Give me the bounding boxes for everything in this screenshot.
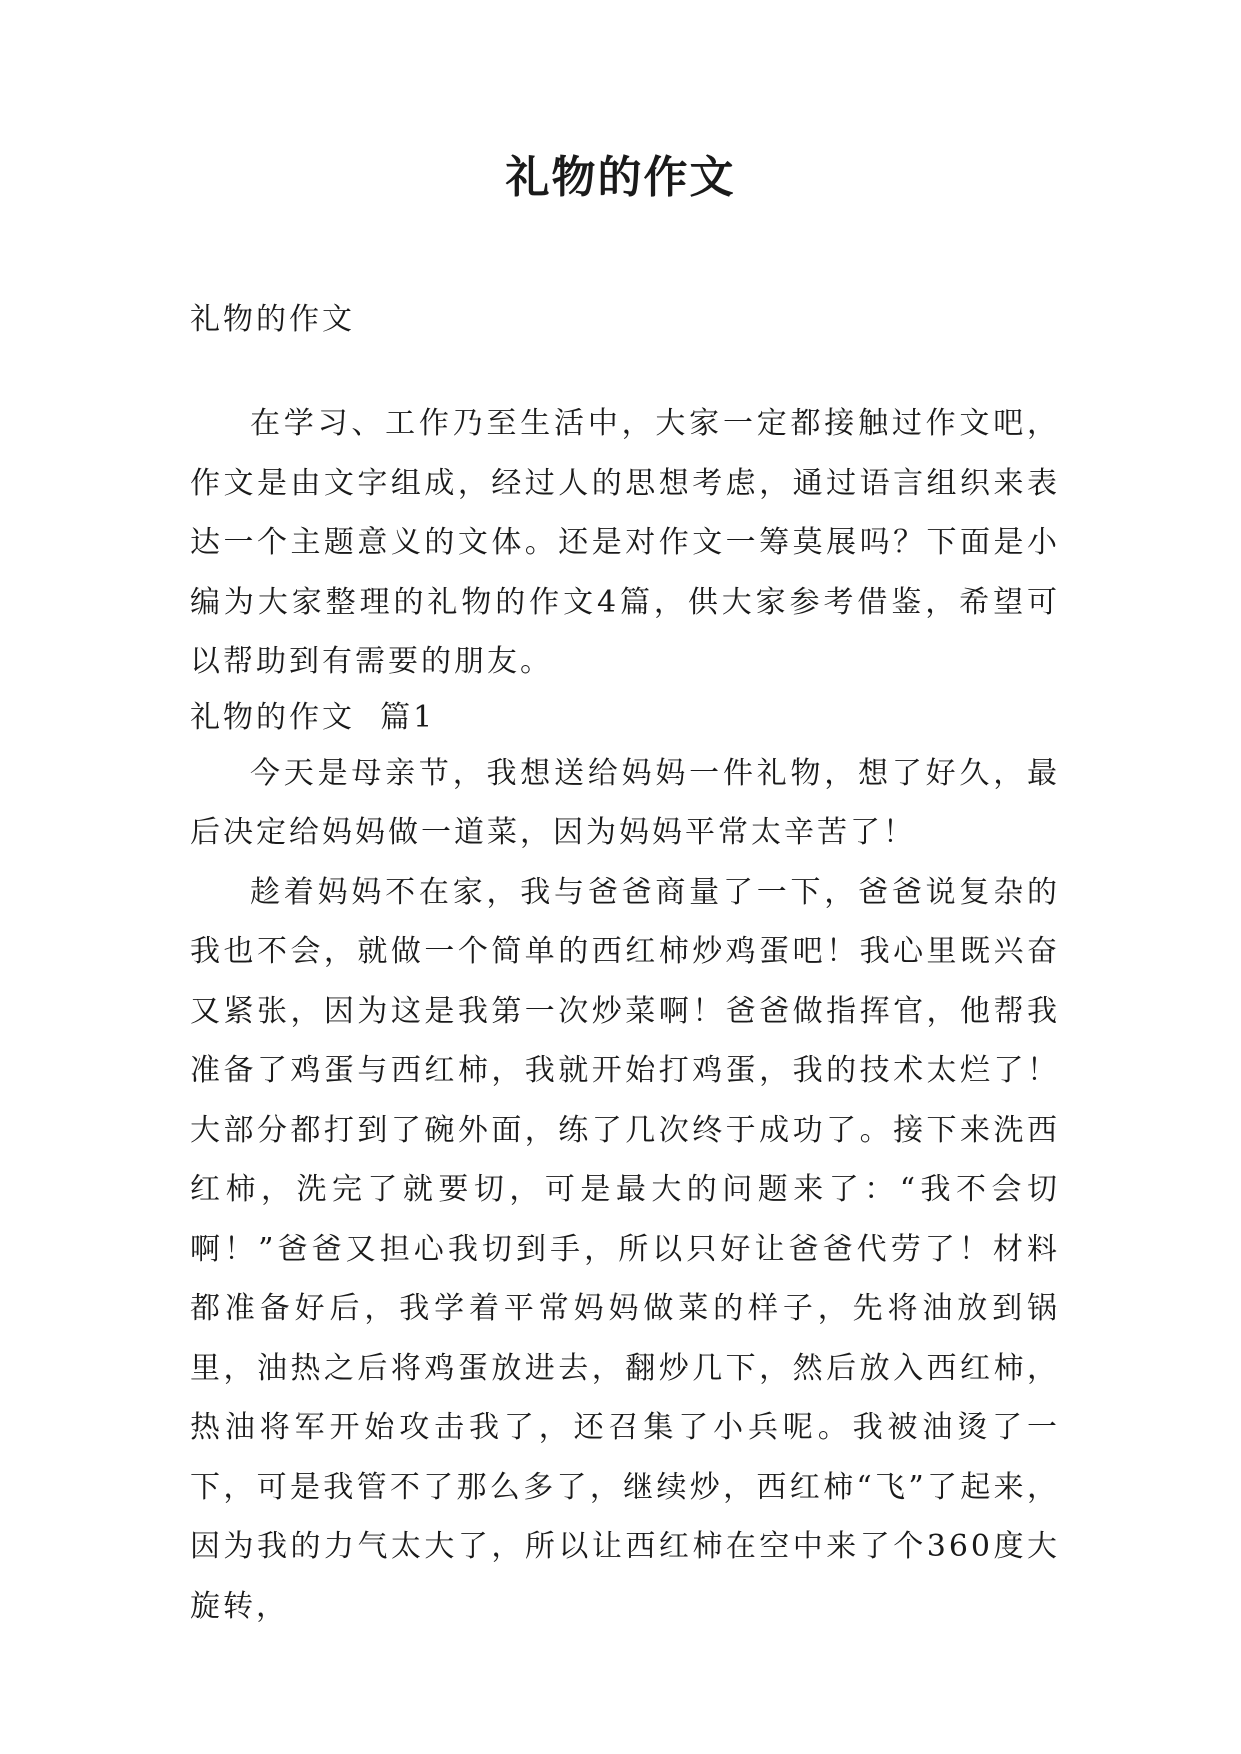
document-title: 礼物的作文 [505,152,736,203]
section-heading: 礼物的作文 篇1 [190,699,436,735]
document-subtitle: 礼物的作文 [190,302,355,337]
body-paragraph: 今天是母亲节，我想送给妈妈一件礼物，想了好久，最后决定给妈妈做一道菜，因为妈妈平常太辛苦了！ [190,755,1060,850]
intro-paragraph: 在学习、工作乃至生活中，大家一定都接触过作文吧，作文是由文字组成，经过人的思想考虑，通过语言组织来表达一个主题意义的文体。还是对作文一筹莫展吗？下面是小编为大家整理的礼物的作文4篇，供大家参考借鉴，希望可以帮助到有需要的朋友。 [190,406,1060,679]
body-paragraph: 趁着妈妈不在家，我与爸爸商量了一下，爸爸说复杂的我也不会，就做一个简单的西红柿炒鸡蛋吧！我心里既兴奋又紧张，因为这是我第一次炒菜啊！爸爸做指挥官，他帮我准备了鸡蛋与西红柿，我就开始打鸡蛋，我的技术太烂了！大部分都打到了碗外面，练了几次终于成功了。接下来洗西红柿，洗完了就要切，可是最大的问题来了：“我不会切啊！”爸爸又担心我切到手，所以只好让爸爸代劳了！材料都准备好后，我学着平常妈妈做菜的样子，先将油放到锅里，油热之后将鸡蛋放进去，翻炒几下，然后放入西红柿，热油将军开始攻击我了，还召集了小兵呢。我被油烫了一下，可是我管不了那么多了，继续炒，西红柿“飞”了起来，因为我的力气太大了，所以让西红柿在空中来了个360度大旋转， [190,874,1060,1624]
document-body [190,290,1060,1636]
